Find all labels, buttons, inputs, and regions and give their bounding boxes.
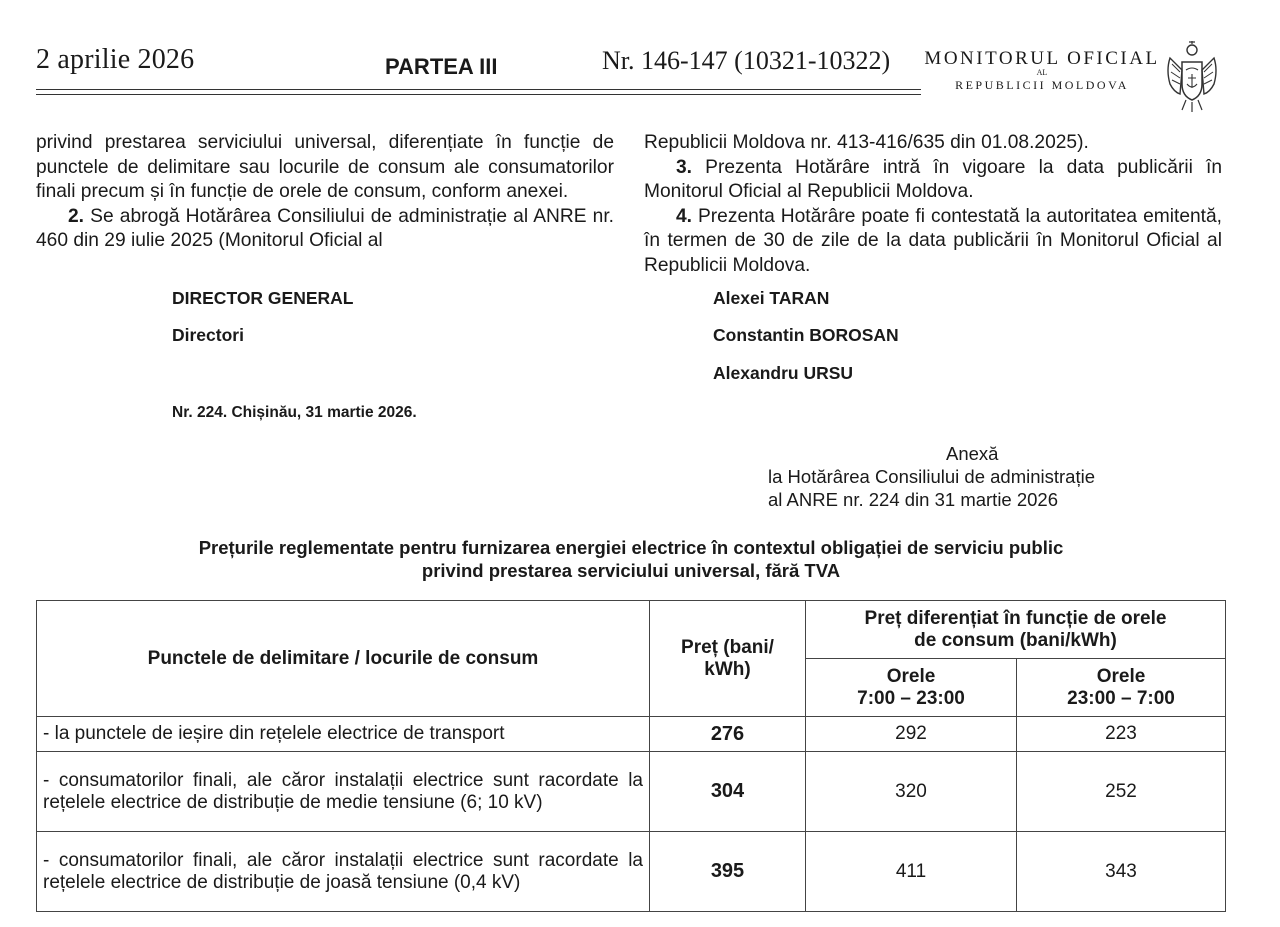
header-diff-line-1: Preț diferențiat în funcție de orele <box>864 607 1167 629</box>
header-price <box>650 601 806 717</box>
paragraph-4-number: 4. <box>676 205 693 227</box>
row-day-price: 292 <box>806 717 1017 752</box>
brand-line-1: MONITORUL OFICIAL <box>924 48 1160 69</box>
header-night-line-1: Orele <box>1096 665 1146 687</box>
row-price: 276 <box>650 717 806 752</box>
table-header-row-1 <box>37 601 1226 659</box>
director-general-name: Alexei TARAN <box>713 288 830 308</box>
paragraph-3 <box>644 156 1222 205</box>
header-day-line-1: Orele <box>886 665 936 687</box>
annex-line-1: la Hotărârea Consiliului de administrație <box>768 466 1095 487</box>
row-day-price: 320 <box>806 752 1017 832</box>
row-night-price: 223 <box>1017 717 1226 752</box>
decision-number-date: Nr. 224. Chișinău, 31 martie 2026. <box>172 404 417 421</box>
table-row <box>37 752 1226 832</box>
table-title-line-2: privind prestarea serviciului universal, fără TVA <box>421 560 841 581</box>
header-diff-line-2: de consum (bani/kWh) <box>914 629 1117 651</box>
paragraph-3-text: Prezenta Hotărâre intră în vigoare la data publicării în Monitorul Oficial al Republicii Moldova. <box>644 156 1222 203</box>
row-day-price: 411 <box>806 832 1017 912</box>
header-price-line-1: Preț (bani/ <box>681 636 774 658</box>
left-column <box>36 131 614 254</box>
paragraph-4-text: Prezenta Hotărâre poate fi contestată la autoritatea emitentă, în termen de 30 de zile de la data publicării în Monitorul Oficial al Republicii Moldova. <box>644 205 1222 276</box>
header-day-hours <box>806 659 1017 717</box>
price-table <box>36 600 1226 912</box>
row-point: - la punctele de ieșire din rețelele electrice de transport <box>37 717 650 752</box>
paragraph-annex-reference: privind prestarea serviciului universal, diferențiate în funcție de punctele de delimitare sau locurile de consum ale consumatorilor finali precum și în funcție de orele de consum, conform anexei. <box>36 132 614 203</box>
header-day-line-2: 7:00 – 23:00 <box>857 687 965 709</box>
part-label: PARTEA III <box>385 54 498 79</box>
header-rule-top <box>36 89 921 90</box>
header-differentiated-price <box>806 601 1226 659</box>
row-night-price: 343 <box>1017 832 1226 912</box>
director-name-2: Alexandru URSU <box>713 363 854 383</box>
row-price: 395 <box>650 832 806 912</box>
director-name-1: Constantin BOROSAN <box>713 325 899 345</box>
paragraph-4 <box>644 205 1222 279</box>
paragraph-2-number: 2. <box>68 205 85 227</box>
header-price-line-2: kWh) <box>704 658 751 680</box>
brand-line-3: REPUBLICII MOLDOVA <box>955 78 1129 92</box>
annex-line-2: al ANRE nr. 224 din 31 martie 2026 <box>768 489 1059 510</box>
paragraph-3-number: 3. <box>676 156 693 178</box>
table-title-line-1: Prețurile reglementate pentru furnizarea energiei electrice în contextul obligației de serviciu public <box>198 537 1064 558</box>
table-row <box>37 832 1226 912</box>
paragraph-2-text: Se abrogă Hotărârea Consiliului de administrație al ANRE nr. 460 din 29 iulie 2025 (Monitorul Oficial al <box>36 205 614 252</box>
right-column <box>644 131 1222 279</box>
director-general-title: DIRECTOR GENERAL <box>172 288 354 308</box>
row-price: 304 <box>650 752 806 832</box>
row-point: - consumatorilor finali, ale căror instalații electrice sunt racordate la rețelele electrice de distribuție de joasă tensiune (0,4 kV) <box>37 832 650 912</box>
row-night-price: 252 <box>1017 752 1226 832</box>
header-night-hours <box>1017 659 1226 717</box>
issue-number: Nr. 146-147 (10321-10322) <box>602 46 891 75</box>
table-title <box>36 536 1226 582</box>
paragraph-2-continuation: Republicii Moldova nr. 413-416/635 din 01.08.2025). <box>644 132 1089 153</box>
table-row <box>37 717 1226 752</box>
header-night-line-2: 23:00 – 7:00 <box>1067 687 1175 709</box>
header-rule-bottom <box>36 94 921 95</box>
publication-brand <box>922 48 1162 93</box>
header-delimitation-points: Punctele de delimitare / locurile de consum <box>37 601 650 717</box>
coat-of-arms-icon <box>1164 40 1220 114</box>
brand-line-2: AL <box>1036 68 1048 77</box>
directors-title: Directori <box>172 325 244 345</box>
issue-date: 2 aprilie 2026 <box>36 44 195 75</box>
row-point: - consumatorilor finali, ale căror instalații electrice sunt racordate la rețelele electrice de distribuție de medie tensiune (6; 10 kV) <box>37 752 650 832</box>
paragraph-2 <box>36 205 614 254</box>
annex-reference <box>768 442 1188 511</box>
annex-title: Anexă <box>946 443 999 464</box>
